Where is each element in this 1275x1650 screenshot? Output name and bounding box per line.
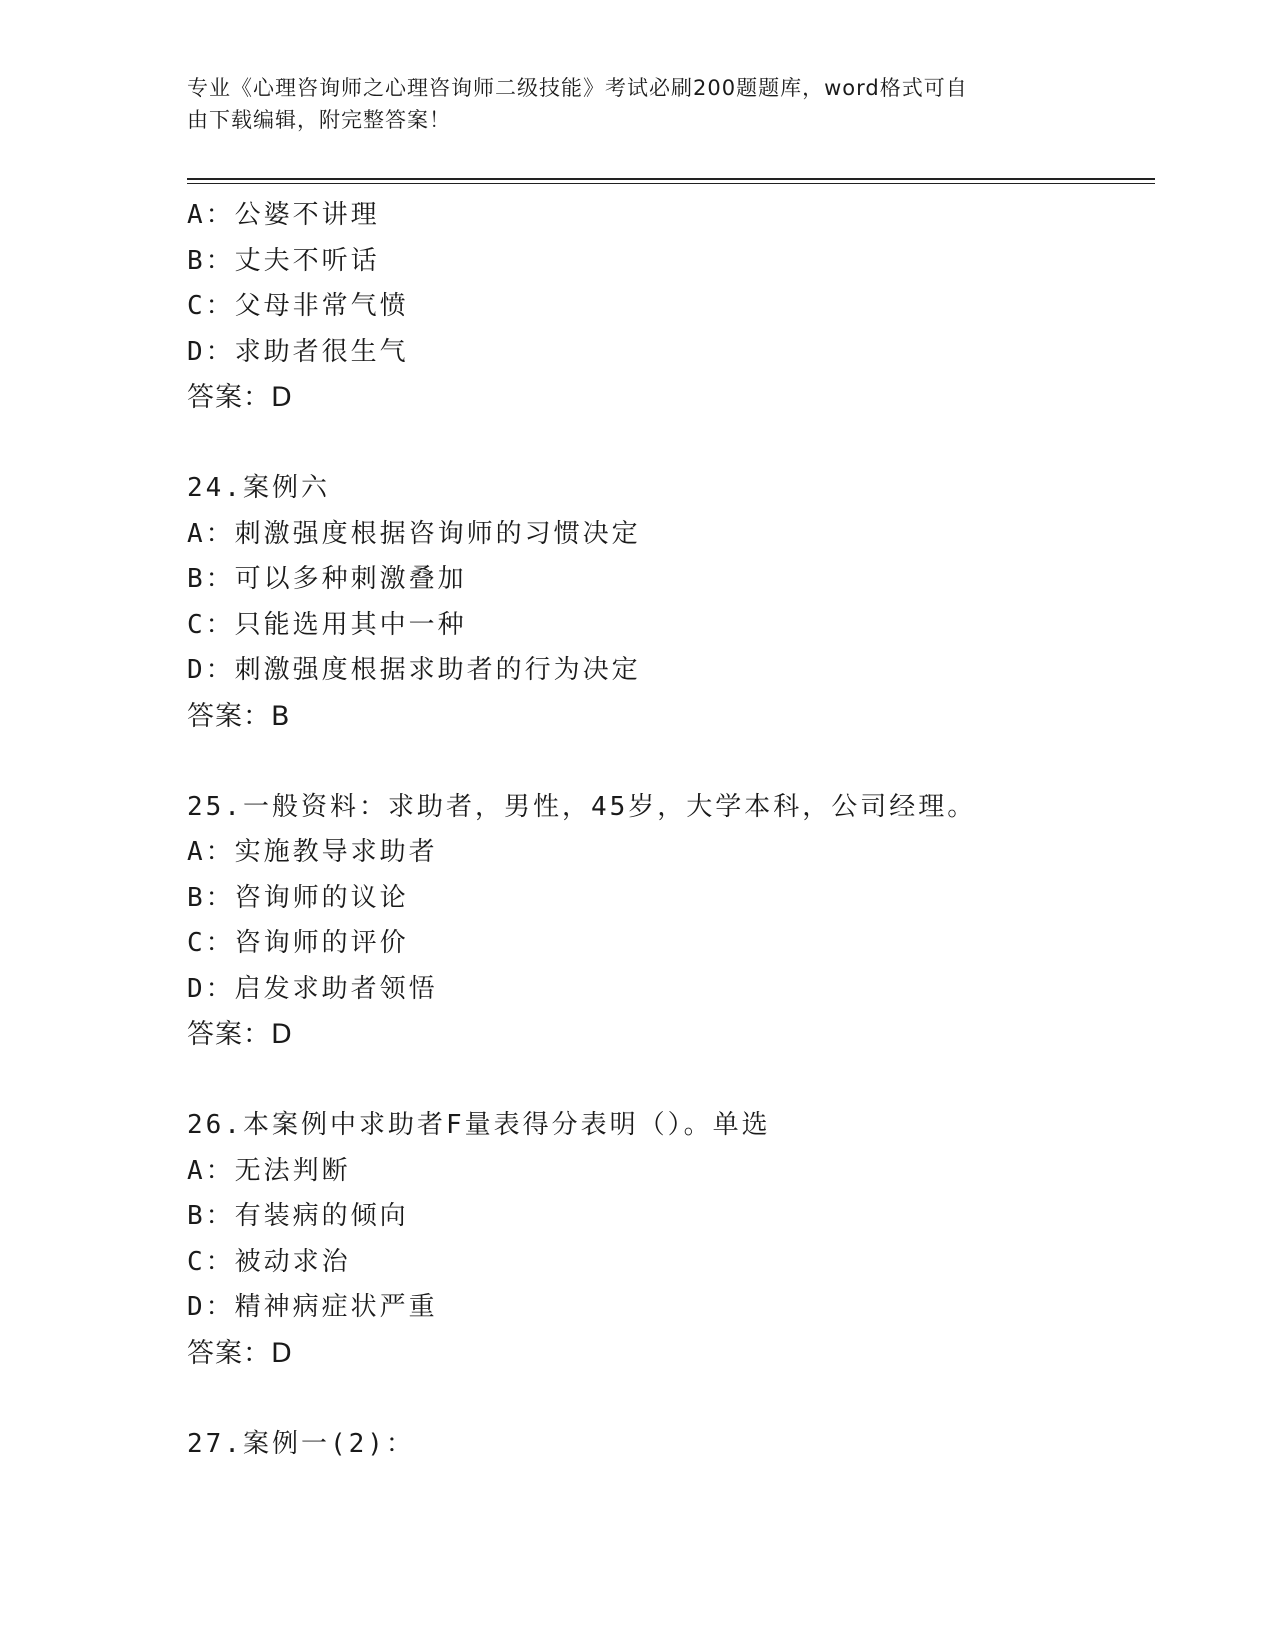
question-24 [187,466,1147,739]
header-line-2: 由下载编辑，附完整答案！ [187,108,451,132]
option-a: A：无法判断 [187,1155,351,1186]
option-a: A：公婆不讲理 [187,200,380,230]
spacer [187,1058,1147,1104]
header-line-1: 专业《心理咨询师之心理咨询师二级技能》考试必刷200题题库，word格式可自 [187,76,968,100]
option-c: C：父母非常气愤 [187,291,409,321]
option-d: D：求助者很生气 [187,336,409,367]
option-b: B：可以多种刺激叠加 [187,564,467,594]
option-a: A：实施教导求助者 [187,837,438,867]
question-27 [187,1422,1147,1468]
option-b: B：有装病的倾向 [187,1201,409,1231]
question-title: 24.案例六 [187,473,330,503]
question-title: 26.本案例中求助者F量表得分表明（）。单选 [187,1110,771,1140]
spacer [187,1376,1147,1422]
answer-line: 答案：D [187,1019,293,1050]
answer-line: 答案：D [187,1337,293,1369]
option-a: A：刺激强度根据咨询师的习惯决定 [187,518,641,549]
option-b: B：丈夫不听话 [187,245,380,276]
header-divider-thick [187,178,1155,180]
option-c: C：被动求治 [187,1246,351,1277]
option-c: C：咨询师的评价 [187,928,409,958]
spacer [187,421,1147,467]
header-divider-thin [187,183,1155,184]
option-b: B：咨询师的议论 [187,882,409,913]
question-title: 25.一般资料：求助者，男性，45岁，大学本科，公司经理。 [187,791,977,822]
question-25 [187,785,1147,1058]
document-header [187,72,1067,136]
answer-line: 答案：B [187,700,291,732]
spacer [187,739,1147,785]
question-list [187,193,1147,1467]
question-title: 27.案例一(2)： [187,1428,415,1459]
option-d: D：精神病症状严重 [187,1292,438,1322]
option-d: D：启发求助者领悟 [187,973,438,1004]
option-c: C：只能选用其中一种 [187,609,467,640]
question-23 [187,193,1147,421]
question-26 [187,1103,1147,1376]
answer-line: 答案：D [187,382,293,413]
option-d: D：刺激强度根据求助者的行为决定 [187,655,641,685]
